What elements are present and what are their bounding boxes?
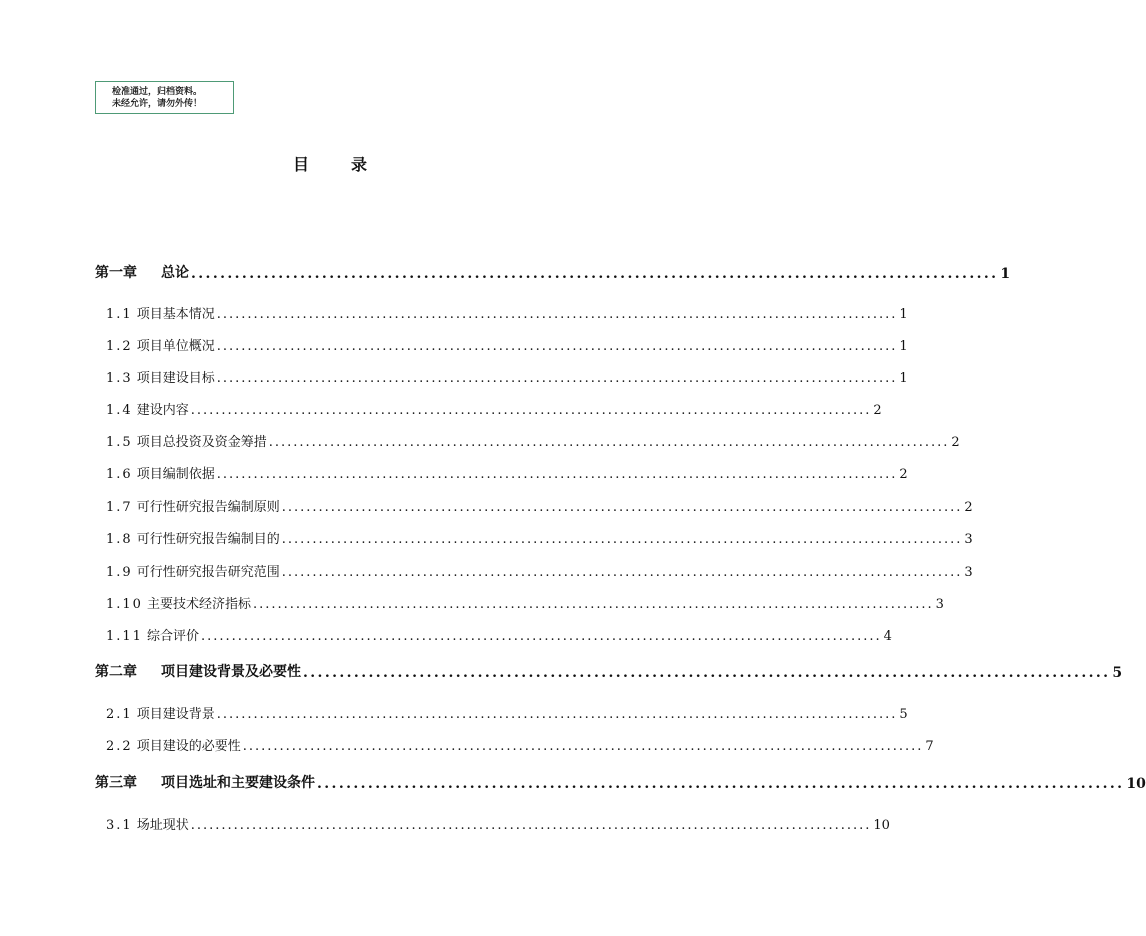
toc-entry-text: 可行性研究报告编制目的	[136, 532, 280, 547]
toc-page-number: 1	[1000, 266, 1011, 282]
toc-entry-label	[106, 593, 251, 612]
toc-entry-label	[95, 262, 189, 282]
toc-page-number: 5	[1112, 665, 1123, 681]
toc-page-number: 10	[873, 818, 890, 833]
toc-entry-label	[106, 735, 241, 754]
toc-leader-dots: ...............................................................................................................	[191, 266, 999, 282]
toc-section-entry[interactable]	[106, 335, 908, 354]
toc-entry-number: 1.10	[106, 597, 143, 612]
toc-entry-number: 第三章	[95, 775, 137, 791]
toc-entry-number: 第二章	[95, 664, 137, 680]
toc-entry-label	[106, 561, 280, 580]
toc-entry-label	[106, 814, 189, 833]
toc-entry-label	[106, 463, 215, 482]
toc-entry-text: 场址现状	[136, 818, 189, 833]
toc-entry-text: 项目建设背景及必要性	[161, 664, 301, 680]
toc-section-entry[interactable]	[106, 625, 892, 644]
toc-entry-label	[106, 703, 215, 722]
toc-entry-number: 1.2	[106, 339, 133, 354]
toc-entry-number: 1.3	[106, 371, 133, 386]
toc-leader-dots: ...............................................................................................................	[190, 403, 872, 418]
toc-page-number: 2	[873, 403, 882, 418]
toc-section-entry[interactable]	[106, 528, 973, 547]
toc-entry-number: 1.4	[106, 403, 133, 418]
toc-entry-number: 第一章	[95, 265, 137, 281]
toc-leader-dots: ...............................................................................................................	[281, 565, 963, 580]
toc-page-number: 2	[951, 435, 960, 450]
toc-leader-dots: ...............................................................................................................	[281, 532, 963, 547]
toc-page-number: 7	[925, 739, 934, 754]
toc-entry-text: 综合评价	[146, 629, 199, 644]
toc-leader-dots: ...............................................................................................................	[216, 467, 898, 482]
toc-leader-dots: ...............................................................................................................	[216, 307, 898, 322]
toc-leader-dots: ...............................................................................................................	[317, 776, 1125, 792]
toc-entry-number: 2.2	[106, 739, 133, 754]
toc-chapter-entry[interactable]	[95, 262, 1011, 282]
toc-entry-number: 1.9	[106, 565, 133, 580]
toc-entry-number: 1.11	[106, 629, 143, 644]
toc-page-number: 2	[899, 467, 908, 482]
toc-page-number: 2	[964, 500, 973, 515]
toc-section-entry[interactable]	[106, 593, 944, 612]
toc-leader-dots: ...............................................................................................................	[216, 707, 898, 722]
toc-page-number: 10	[1126, 776, 1146, 792]
toc-entry-label	[95, 772, 315, 792]
toc-entry-label	[106, 303, 215, 322]
toc-entry-text: 可行性研究报告研究范围	[136, 565, 280, 580]
toc-leader-dots: ...............................................................................................................	[252, 597, 934, 612]
toc-page-number: 3	[964, 532, 973, 547]
toc-section-entry[interactable]	[106, 367, 908, 386]
stamp-line-2: 未经允许，请勿外传！	[112, 98, 203, 109]
toc-page-number: 4	[883, 629, 892, 644]
toc-leader-dots: ...............................................................................................................	[190, 818, 872, 833]
toc-page-number: 5	[899, 707, 908, 722]
toc-entry-text: 项目编制依据	[136, 467, 215, 482]
toc-entry-text: 主要技术经济指标	[146, 597, 251, 612]
toc-page-number: 3	[935, 597, 944, 612]
toc-entry-label	[106, 496, 280, 515]
toc-section-entry[interactable]	[106, 303, 908, 322]
toc-page-number: 1	[899, 307, 908, 322]
toc-entry-text: 项目单位概况	[136, 339, 215, 354]
toc-page-number: 3	[964, 565, 973, 580]
stamp-line-1: 检准通过，归档资料。	[112, 86, 203, 97]
toc-section-entry[interactable]	[106, 703, 908, 722]
toc-entry-number: 1.7	[106, 500, 133, 515]
toc-section-entry[interactable]	[106, 431, 960, 450]
toc-leader-dots: ...............................................................................................................	[281, 500, 963, 515]
toc-entry-text: 可行性研究报告编制原则	[136, 500, 280, 515]
toc-leader-dots: ...............................................................................................................	[216, 339, 898, 354]
toc-section-entry[interactable]	[106, 496, 973, 515]
toc-leader-dots: ...............................................................................................................	[216, 371, 898, 386]
toc-entry-text: 项目建设背景	[136, 707, 215, 722]
title-char-left: 目	[292, 155, 311, 174]
toc-entry-text: 项目建设的必要性	[136, 739, 241, 754]
toc-entry-number: 1.5	[106, 435, 133, 450]
toc-entry-number: 1.8	[106, 532, 133, 547]
toc-entry-text: 项目基本情况	[136, 307, 215, 322]
toc-entry-label	[95, 661, 301, 681]
toc-chapter-entry[interactable]	[95, 772, 1146, 792]
title-char-right: 录	[351, 155, 370, 174]
toc-leader-dots: ...............................................................................................................	[242, 739, 924, 754]
toc-leader-dots: ...............................................................................................................	[303, 665, 1111, 681]
toc-section-entry[interactable]	[106, 561, 973, 580]
toc-entry-text: 项目总投资及资金筹措	[136, 435, 267, 450]
toc-entry-number: 3.1	[106, 818, 133, 833]
toc-page-number: 1	[899, 339, 908, 354]
toc-entry-label	[106, 399, 189, 418]
page-title	[0, 152, 662, 175]
toc-entry-label	[106, 528, 280, 547]
toc-entry-label	[106, 367, 215, 386]
toc-entry-text: 项目选址和主要建设条件	[161, 775, 315, 791]
toc-entry-label	[106, 335, 215, 354]
toc-entry-number: 1.6	[106, 467, 133, 482]
toc-entry-label	[106, 625, 199, 644]
toc-section-entry[interactable]	[106, 399, 882, 418]
toc-entry-number: 1.1	[106, 307, 133, 322]
toc-entry-label	[106, 431, 267, 450]
approval-stamp	[95, 81, 234, 114]
toc-page-number: 1	[899, 371, 908, 386]
toc-section-entry[interactable]	[106, 463, 908, 482]
toc-chapter-entry[interactable]	[95, 661, 1123, 681]
toc-entry-number: 2.1	[106, 707, 133, 722]
toc-entry-text: 建设内容	[136, 403, 189, 418]
toc-section-entry[interactable]	[106, 814, 890, 833]
toc-entry-text: 总论	[161, 265, 189, 281]
toc-leader-dots: ...............................................................................................................	[268, 435, 950, 450]
toc-section-entry[interactable]	[106, 735, 934, 754]
toc-entry-text: 项目建设目标	[136, 371, 215, 386]
toc-leader-dots: ...............................................................................................................	[200, 629, 882, 644]
